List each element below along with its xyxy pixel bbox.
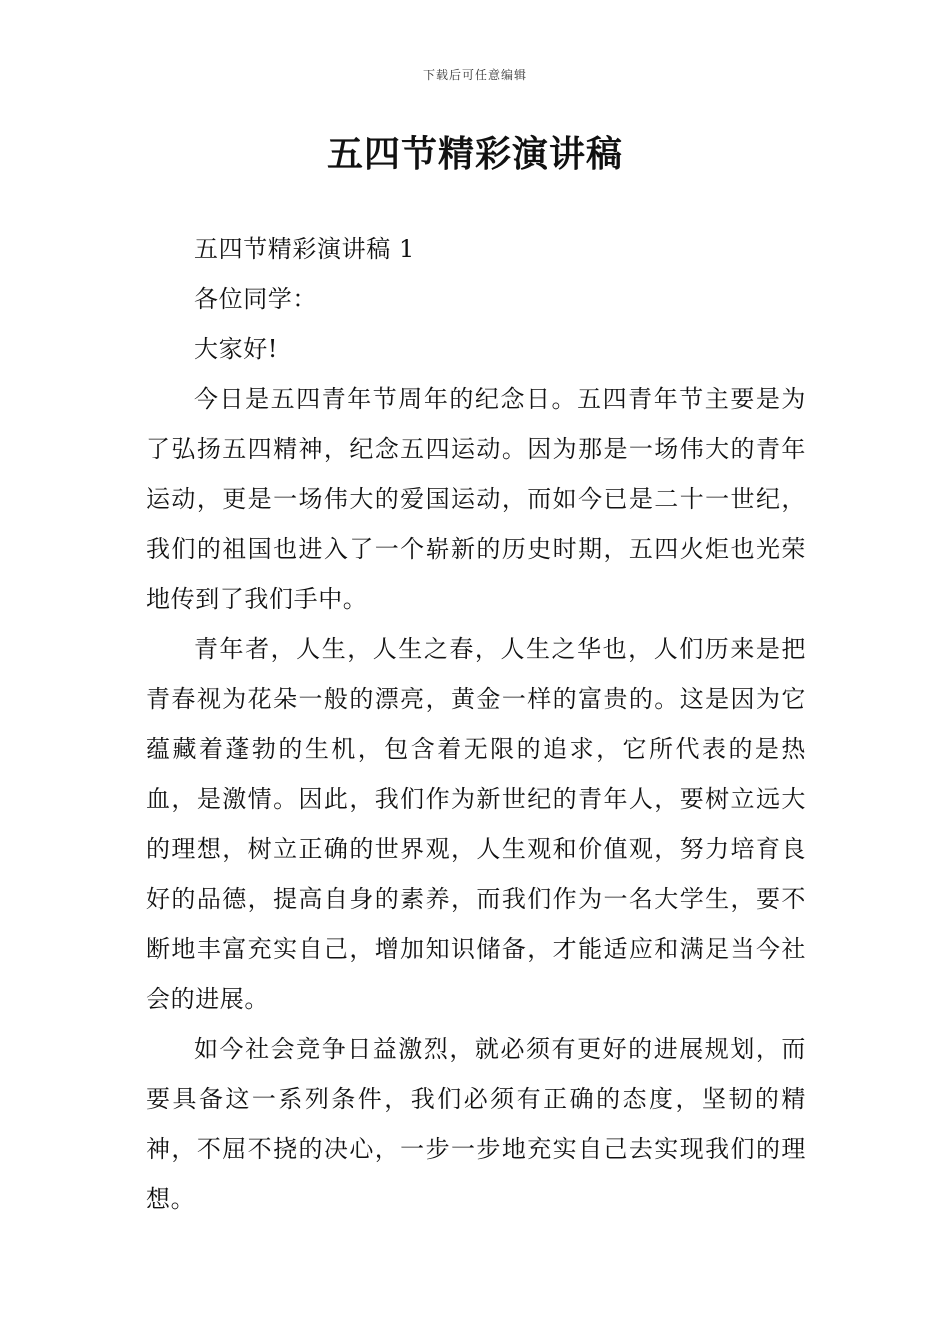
salutation: 各位同学： (194, 285, 317, 313)
header-note: 下载后可任意编辑 (422, 68, 527, 82)
document-body (146, 224, 806, 1224)
body-paragraph: 今日是五四青年节周年的纪念日。五四青年节主要是为了弘扬五四精神，纪念五四运动。因为那是一场伟大的青年运动，更是一场伟大的爱国运动，而如今已是二十一世纪，我们的祖国也进入了一个崭新的历史时期，五四火炬也光荣地传到了我们手中。 (146, 385, 806, 613)
body-paragraph: 青年者，人生，人生之春，人生之华也，人们历来是把青春视为花朵一般的漂亮，黄金一样的富贵的。这是因为它蕴藏着蓬勃的生机，包含着无限的追求，它所代表的是热血，是激情。因此，我们作为新世纪的青年人，要树立远大的理想，树立正确的世界观，人生观和价值观，努力培育良好的品德，提高自身的素养，而我们作为一名大学生，要不断地丰富充实自己，增加知识储备，才能适应和满足当今社会的进展。 (146, 635, 806, 1013)
greeting: 大家好! (194, 335, 279, 363)
body-paragraph: 如今社会竞争日益激烈，就必须有更好的进展规划，而要具备这一系列条件，我们必须有正确的态度，坚韧的精神，不屈不挠的决心，一步一步地充实自己去实现我们的理想。 (146, 1035, 806, 1213)
document-title: 五四节精彩演讲稿 (326, 134, 623, 175)
speech-subtitle: 五四节精彩演讲稿 1 (194, 235, 415, 263)
